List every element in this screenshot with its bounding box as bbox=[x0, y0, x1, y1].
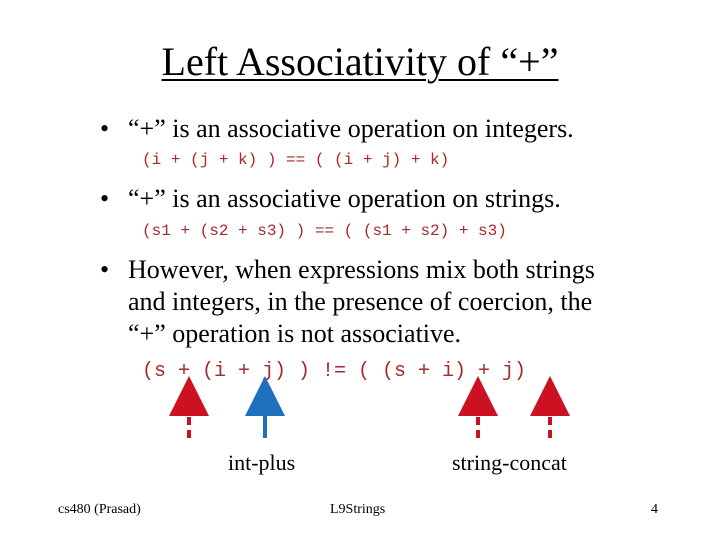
code-mixed: (s + (i + j) ) != ( (s + i) + j) bbox=[142, 360, 527, 383]
bullet-marker: • bbox=[100, 184, 110, 213]
bullet-marker: • bbox=[100, 255, 110, 284]
bullet-marker: • bbox=[100, 114, 110, 143]
footer-lecture: L9Strings bbox=[330, 502, 386, 517]
code-integers: (i + (j + k) ) == ( (i + j) + k) bbox=[142, 151, 450, 169]
code-strings: (s1 + (s2 + s3) ) == ( (s1 + s2) + s3) bbox=[142, 222, 507, 240]
bullet-text-line-2: and integers, in the presence of coercion, the bbox=[128, 287, 593, 316]
slide-title: Left Associativity of “+” bbox=[161, 39, 559, 84]
bullet-text-line-1: However, when expressions mix both strings bbox=[128, 255, 595, 284]
bullet-text: “+” is an associative operation on strings. bbox=[128, 184, 561, 213]
footer-page-number: 4 bbox=[651, 502, 658, 517]
bullet-text-line-3: “+” operation is not associative. bbox=[128, 319, 462, 348]
int-plus-label: int-plus bbox=[228, 450, 296, 475]
string-concat-label: string-concat bbox=[452, 450, 567, 475]
footer-course: cs480 (Prasad) bbox=[58, 502, 141, 517]
bullet-text: “+” is an associative operation on integers. bbox=[128, 114, 574, 143]
